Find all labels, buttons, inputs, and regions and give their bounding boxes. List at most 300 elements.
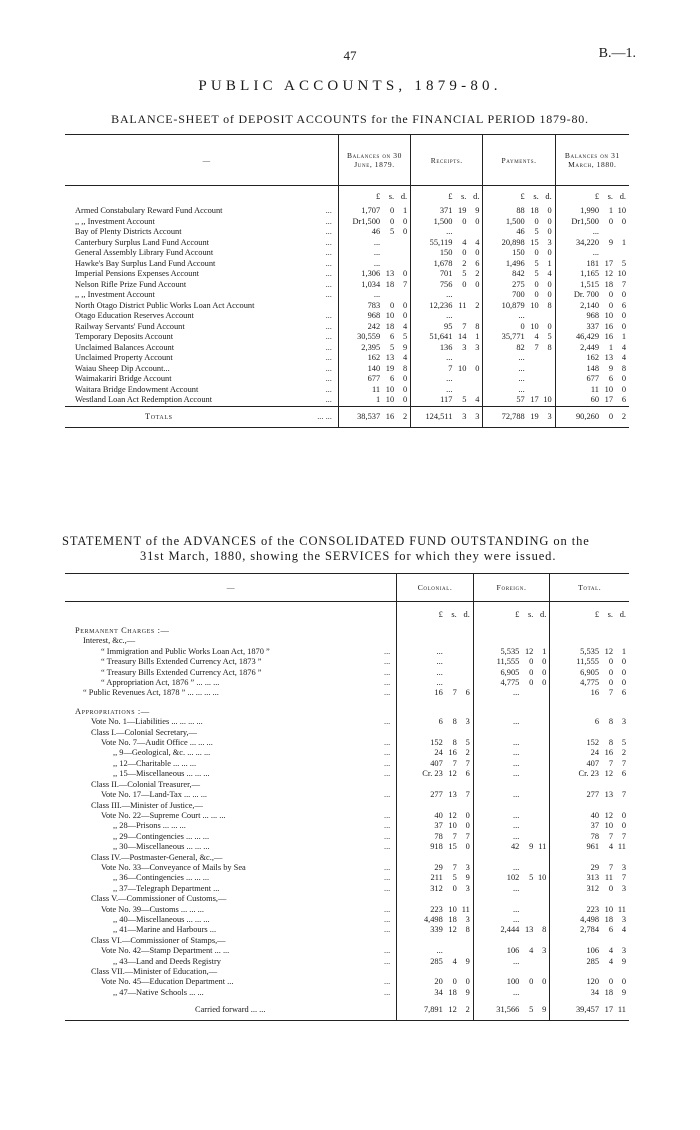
foreign-amount-shillings: 9 (529, 842, 534, 852)
foreign-amount (473, 657, 550, 667)
foreign-amount-shillings: 4 (529, 946, 534, 956)
balance-open-pence: 0 (402, 227, 408, 236)
total-balance-close-pounds: 90,260 (575, 411, 599, 421)
total-amount-pence: 0 (621, 821, 626, 831)
receipts-shillings (452, 290, 466, 301)
total-receipts-pence: 3 (475, 411, 480, 421)
payments-pence (539, 374, 555, 385)
payments-pence (539, 311, 555, 322)
foreign-amount (473, 905, 550, 915)
balance-open-pence: 0 (402, 269, 408, 278)
foreign-amount-shillings (519, 717, 533, 727)
colonial-amount-pounds: Cr. 23 (422, 769, 443, 779)
total-amount (550, 884, 629, 894)
adv-unit-cell (473, 602, 550, 627)
account-name (65, 385, 338, 396)
table-row (65, 790, 629, 800)
account-name-label: Unclaimed Property Account (75, 353, 173, 362)
colonial-amount (397, 647, 474, 657)
balance-open-pence (394, 238, 410, 249)
service-name-label: Permanent Charges :— (75, 626, 170, 635)
table-row (65, 801, 629, 811)
total-amount-shillings: 4 (608, 842, 613, 852)
payments (483, 395, 555, 406)
account-name (65, 238, 338, 249)
total-amount (550, 811, 629, 821)
service-name (65, 988, 397, 998)
receipts (411, 269, 483, 280)
colonial-amount-shillings (443, 946, 457, 956)
colonial-amount-pence: 3 (465, 914, 470, 924)
balance-close-pence: 10 (617, 269, 626, 278)
total-amount-pence: 1 (621, 646, 626, 656)
spacer-cell (65, 699, 397, 707)
balance-open-pounds: 2,395 (361, 342, 381, 352)
foreign-amount (473, 988, 550, 998)
balance-open-shillings: 13 (385, 353, 395, 362)
balance-close-pounds: 148 (586, 363, 599, 373)
service-name (65, 905, 397, 915)
total-amount-pounds: 4,775 (580, 678, 599, 688)
foreign-amount-pence (533, 717, 549, 727)
spacer-row (65, 699, 629, 707)
service-name-label: Vote No. 1—Liabilities ... ... ... ... (91, 717, 203, 727)
balance-open (338, 206, 410, 217)
bs-unit-spacer (65, 186, 338, 207)
service-name (65, 738, 397, 748)
total-amount-shillings: 8 (608, 717, 613, 727)
table-row (65, 842, 629, 852)
foreign-amount-shillings (519, 832, 533, 842)
receipts-shillings: 4 (462, 237, 467, 247)
receipts (411, 259, 483, 270)
total-amount (550, 873, 629, 883)
service-name-leader-dots: ... (383, 667, 391, 677)
balance-close-shillings: 10 (604, 311, 613, 320)
adv-header-colonial: Colonial. (397, 574, 474, 602)
service-name (65, 863, 397, 873)
balance-close-shillings: 9 (608, 237, 613, 247)
total-amount (550, 842, 629, 852)
payments-pounds: 0 (520, 321, 525, 331)
carried-colonial-shillings: 12 (448, 1005, 457, 1015)
account-name-label: Railway Servants' Fund Account (75, 321, 185, 331)
balance-open (338, 280, 410, 291)
foreign-amount (473, 957, 550, 967)
payments-pounds: ... (518, 363, 525, 373)
account-name-label: Temporary Deposits Account (75, 332, 174, 341)
total-amount-shillings: 12 (604, 769, 613, 779)
receipts-shillings (452, 311, 466, 322)
balance-close (555, 332, 629, 343)
receipts (411, 280, 483, 291)
service-name-leader-dots: ... (383, 657, 391, 667)
receipts-pence: 6 (475, 258, 480, 268)
balance-close-pounds: 2,449 (580, 342, 599, 352)
account-name-leader-dots: ... (325, 237, 332, 247)
advances-title (62, 534, 642, 564)
foreign-amount-pence: 1 (542, 646, 547, 656)
adv-header-total: Total. (550, 574, 629, 602)
balance-close-shillings (599, 248, 613, 259)
adv-unit-pence: d. (463, 610, 470, 619)
account-name (65, 259, 338, 270)
adv-unit-pounds: £ (438, 610, 443, 619)
table-row (65, 873, 629, 883)
balance-open-pence: 0 (402, 395, 408, 404)
balance-close-pence: 8 (621, 363, 626, 373)
total-amount-shillings: 8 (608, 738, 613, 748)
account-name-leader-dots: ... (325, 290, 332, 299)
total-payments-pence: 3 (547, 411, 552, 421)
service-name-label: ,, 36—Contingencies ... ... ... (113, 873, 210, 883)
receipts-shillings: 14 (458, 332, 467, 341)
total-amount-shillings: 0 (608, 883, 613, 893)
balance-open-pence: 0 (402, 300, 408, 310)
receipts-pounds: 701 (439, 269, 453, 278)
bs-unit-cell (483, 186, 555, 207)
totals-label: Totals (145, 411, 173, 421)
balance-open-shillings (380, 290, 394, 301)
payments (483, 248, 555, 259)
service-name-label: “ Treasury Bills Extended Currency Act, 1873 ” (101, 657, 262, 667)
foreign-amount-pence (533, 688, 549, 698)
payments-shillings (525, 374, 539, 385)
foreign-amount-pounds: ... (513, 688, 520, 698)
colonial-amount (397, 925, 474, 935)
foreign-amount-shillings (519, 821, 533, 831)
service-name (65, 759, 397, 769)
service-name (65, 728, 397, 738)
colonial-amount-shillings: 13 (448, 790, 457, 800)
colonial-amount-shillings: 12 (448, 769, 457, 779)
service-name-label: ,, 15—Miscellaneous ... ... ... (113, 769, 210, 779)
balance-close-shillings: 0 (608, 216, 613, 226)
service-name (65, 790, 397, 800)
foreign-amount-shillings (519, 905, 533, 915)
payments (483, 227, 555, 238)
account-name-label: ,, ,, Investment Account (75, 216, 155, 226)
totals-label-cell (65, 406, 338, 427)
table-row (65, 707, 629, 717)
colonial-amount-pence: 7 (465, 758, 470, 768)
payments-pounds: 88 (516, 206, 525, 215)
service-name (65, 717, 397, 727)
table-row (65, 946, 629, 956)
receipts-pounds: 756 (439, 279, 453, 289)
total-amount (550, 769, 629, 779)
table-row (65, 374, 629, 385)
colonial-amount (397, 842, 474, 852)
payments-pounds: 275 (512, 279, 525, 289)
table-row (65, 811, 629, 821)
foreign-amount-shillings: 0 (529, 657, 534, 667)
total-amount (550, 678, 629, 688)
receipts-shillings: 19 (458, 206, 467, 215)
bs-unit-shillings: s. (533, 192, 539, 201)
foreign-amount (473, 678, 550, 688)
balance-close (555, 343, 629, 354)
colonial-amount-pounds: ... (436, 678, 443, 688)
bs-unit-pence: d. (400, 192, 408, 201)
service-name-label: Class I.—Colonial Secretary,— (91, 727, 197, 737)
balance-open-pence: 4 (402, 353, 408, 362)
colonial-amount-pounds: 20 (434, 977, 443, 987)
foreign-amount (473, 977, 550, 987)
payments-pounds: 82 (516, 342, 525, 352)
balance-close-pence: 10 (617, 206, 626, 215)
foreign-amount-pounds: ... (513, 821, 520, 831)
table-row (65, 343, 629, 354)
foreign-amount-pounds: 100 (506, 977, 520, 987)
colonial-amount (397, 668, 474, 678)
balance-open-shillings: 6 (389, 332, 395, 341)
payments-shillings (525, 385, 539, 396)
payments-pence: 0 (547, 227, 552, 236)
total-amount-shillings: 7 (608, 862, 613, 872)
foreign-amount-pence: 11 (538, 842, 547, 852)
colonial-amount-pence: 11 (461, 904, 470, 914)
payments-shillings: 0 (534, 248, 539, 257)
total-amount (550, 647, 629, 657)
adv-unit-spacer (65, 602, 397, 627)
receipts-shillings: 0 (462, 248, 467, 257)
balance-close-pounds: 337 (586, 321, 599, 331)
colonial-amount (397, 759, 474, 769)
receipts-shillings: 5 (462, 269, 467, 278)
balance-close-pence: 6 (621, 395, 626, 404)
balance-open-shillings: 10 (385, 395, 395, 404)
colonial-amount (397, 915, 474, 925)
balance-close-pounds: ... (592, 248, 599, 257)
colonial-amount (397, 738, 474, 748)
receipts-pounds: 150 (439, 248, 453, 257)
payments-pounds: 150 (512, 248, 525, 257)
colonial-amount-pence: 0 (465, 821, 470, 831)
service-name (65, 915, 397, 925)
payments-pence: 8 (547, 342, 552, 352)
payments-pounds: 1,496 (505, 258, 525, 268)
receipts-shillings: 0 (462, 216, 467, 226)
account-name-leader-dots: ... (325, 227, 332, 236)
foreign-amount-pounds: 2,444 (500, 925, 520, 935)
balance-open-pounds: 677 (367, 374, 381, 383)
balance-open-shillings: 5 (389, 342, 395, 352)
service-name-label: Class II.—Colonial Treasurer,— (91, 779, 200, 789)
service-name-label: Class VI.—Commissioner of Stamps,— (91, 935, 226, 945)
receipts (411, 290, 483, 301)
bs-unit-shillings: s. (607, 192, 613, 201)
balance-close-pounds: Dr1,500 (571, 216, 599, 226)
account-name-label: Waimakariri Bridge Account (75, 374, 172, 383)
receipts-pounds: ... (446, 353, 453, 362)
table-row (65, 227, 629, 238)
total-amount (550, 925, 629, 935)
bs-unit-pounds: £ (375, 192, 381, 201)
foreign-amount (473, 915, 550, 925)
account-name-label: Nelson Rifle Prize Fund Account (75, 279, 187, 289)
balance-close (555, 322, 629, 333)
foreign-amount-shillings (519, 988, 533, 998)
balance-open (338, 238, 410, 249)
balance-open-pence: 9 (402, 342, 408, 352)
total-amount-pounds: 29 (590, 862, 599, 872)
total-amount (550, 946, 629, 956)
account-name (65, 248, 338, 259)
service-name-label: Interest, &c.,— (83, 636, 136, 646)
foreign-amount-pounds: 4,775 (500, 678, 520, 688)
service-name (65, 748, 397, 758)
balance-open (338, 385, 410, 396)
foreign-amount-pence (533, 790, 549, 800)
table-row (65, 821, 629, 831)
table-row (65, 863, 629, 873)
receipts-pence: 0 (475, 248, 480, 257)
balance-close-pence: 0 (621, 321, 626, 331)
total-amount-pence: 3 (621, 914, 626, 924)
total-amount (550, 759, 629, 769)
carried-forward-label-cell (65, 998, 397, 1021)
table-row (65, 678, 629, 688)
empty-amount-cell (473, 967, 550, 977)
balance-close-shillings: 1 (608, 206, 613, 215)
foreign-amount-pounds: ... (513, 956, 520, 966)
foreign-amount (473, 790, 550, 800)
receipts-shillings (452, 353, 466, 364)
receipts-pence: 4 (475, 237, 480, 247)
payments-pounds: ... (518, 311, 525, 320)
payments (483, 269, 555, 280)
balance-open-shillings: 13 (385, 269, 395, 278)
balance-open-pounds: 1,306 (361, 269, 381, 278)
total-amount-shillings: 0 (608, 667, 613, 677)
receipts-shillings (452, 385, 466, 396)
balance-close-pence: 6 (621, 300, 626, 310)
payments-shillings: 17 (530, 395, 539, 404)
balance-open-pounds: ... (373, 290, 381, 299)
totals-leader-dots: ... ... (317, 411, 332, 421)
table-row (65, 269, 629, 280)
balance-close-shillings: 9 (608, 363, 613, 373)
payments-pounds: 10,879 (501, 300, 525, 310)
balance-close (555, 248, 629, 259)
foreign-amount (473, 769, 550, 779)
total-amount-shillings: 4 (608, 956, 613, 966)
table-row (65, 259, 629, 270)
colonial-amount-pounds: 29 (434, 862, 443, 872)
service-name-leader-dots: ... (383, 790, 391, 800)
adv-unit-pence: d. (619, 610, 626, 619)
total-amount-pence: 7 (621, 790, 626, 800)
total-amount-pounds: 40 (590, 810, 599, 820)
balance-close-shillings: 0 (608, 290, 613, 299)
colonial-amount-pounds: ... (436, 657, 443, 667)
service-name (65, 894, 397, 904)
receipts (411, 385, 483, 396)
balance-close-pounds: 181 (586, 258, 599, 268)
totals-row (65, 406, 629, 427)
balance-close (555, 206, 629, 217)
total-amount-shillings: 7 (608, 688, 613, 698)
adv-unit-shillings: s. (607, 610, 613, 619)
receipts-pounds: 117 (440, 395, 453, 404)
table-row (65, 728, 629, 738)
receipts-pounds: 55,119 (429, 237, 453, 247)
total-balance-open-shillings: 16 (385, 411, 395, 421)
empty-amount-cell (473, 936, 550, 946)
receipts (411, 343, 483, 354)
balance-open (338, 248, 410, 259)
colonial-amount-pence: 9 (465, 987, 470, 997)
payments-shillings: 10 (530, 321, 539, 331)
service-name (65, 678, 397, 688)
empty-amount-cell (550, 780, 629, 790)
balance-open (338, 353, 410, 364)
colonial-amount-pounds: 16 (434, 688, 443, 698)
receipts-pounds: 1,678 (433, 258, 453, 268)
service-name-leader-dots: ... (383, 914, 391, 924)
table-row (65, 657, 629, 667)
receipts-pounds: 51,641 (429, 332, 453, 341)
colonial-amount-shillings: 7 (452, 862, 457, 872)
total-amount-pence: 0 (621, 977, 626, 987)
bs-header-payments: Payments. (483, 135, 555, 186)
foreign-amount (473, 873, 550, 883)
foreign-amount-pence: 8 (542, 925, 547, 935)
payments-pence: 10 (543, 395, 552, 404)
receipts-pounds: 1,500 (433, 216, 453, 226)
total-amount (550, 748, 629, 758)
colonial-amount-pence: 2 (465, 748, 470, 758)
account-name (65, 353, 338, 364)
balance-open-pounds: 1,707 (361, 206, 381, 215)
table-row (65, 936, 629, 946)
payments-pounds: 35,771 (501, 332, 525, 341)
account-name-leader-dots: ... (325, 248, 332, 257)
total-amount (550, 832, 629, 842)
receipts-shillings: 0 (462, 279, 467, 289)
foreign-amount-pounds: ... (513, 758, 520, 768)
colonial-amount-pounds: 34 (434, 987, 443, 997)
service-name (65, 647, 397, 657)
balance-open (338, 395, 410, 406)
service-name-label: Vote No. 45—Education Department ... (101, 977, 234, 987)
table-row (65, 206, 629, 217)
foreign-amount-pence (533, 738, 549, 748)
receipts (411, 301, 483, 312)
balance-open-pounds: 1,034 (361, 279, 381, 289)
receipts-pence (466, 227, 482, 238)
foreign-amount-pounds: ... (513, 769, 520, 779)
receipts-shillings (452, 374, 466, 385)
foreign-amount-shillings (519, 915, 533, 925)
foreign-amount-shillings (519, 738, 533, 748)
foreign-amount (473, 863, 550, 873)
carried-colonial-pounds: 7,891 (423, 1005, 443, 1015)
foreign-amount-pounds: ... (513, 914, 520, 924)
total-amount-pence: 3 (621, 862, 626, 872)
balance-close-pounds: 34,220 (575, 237, 599, 247)
service-name (65, 967, 397, 977)
foreign-amount-shillings (519, 957, 533, 967)
account-name (65, 206, 338, 217)
carried-colonial-pence: 2 (465, 1005, 470, 1015)
total-amount (550, 988, 629, 998)
total-receipts-shillings: 3 (462, 411, 467, 421)
service-name-label: Class V.—Commissioner of Customs,— (91, 894, 227, 904)
colonial-amount-pounds: 918 (430, 842, 443, 852)
balance-close-pounds: 1,165 (580, 269, 599, 278)
